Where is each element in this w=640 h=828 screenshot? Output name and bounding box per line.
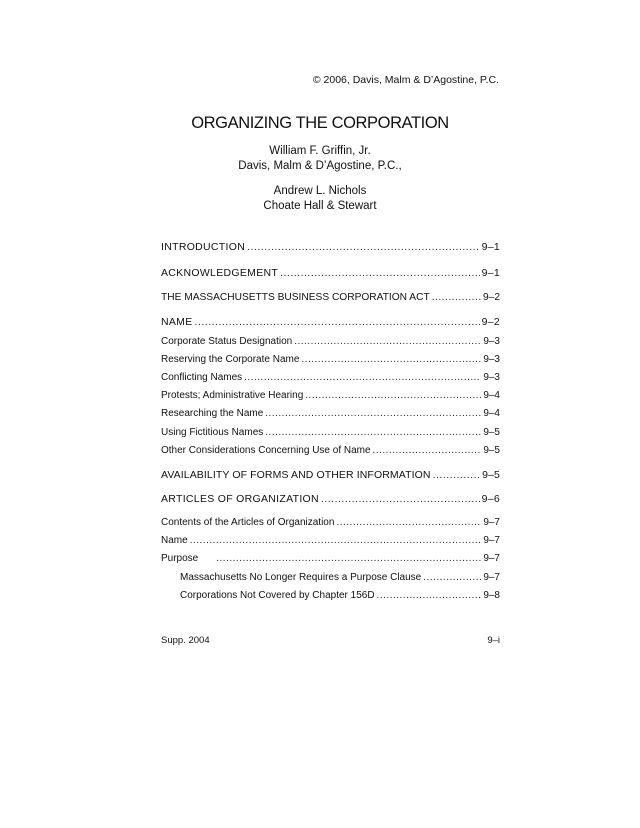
toc-entry-page: 9–1 xyxy=(481,267,500,279)
toc-entry-chapter-156d[interactable] xyxy=(161,589,500,603)
copyright-notice: © 2006, Davis, Malm & D’Agostine, P.C. xyxy=(312,74,499,86)
author-name: William F. Griffin, Jr. xyxy=(269,145,371,157)
toc-entry-contents-of-articles[interactable] xyxy=(161,516,500,530)
toc-entry-title: Massachusetts No Longer Requires a Purpose Clause xyxy=(180,572,422,583)
toc-entry-acknowledgement[interactable] xyxy=(161,266,500,280)
toc-leader-dots xyxy=(377,589,482,603)
toc-entry-title: Contents of the Articles of Organization xyxy=(161,517,335,528)
toc-leader-dots xyxy=(373,444,482,458)
toc-entry-page: 9–3 xyxy=(483,372,500,383)
toc-leader-dots xyxy=(190,534,482,548)
toc-leader-dots xyxy=(244,371,481,385)
toc-entry-purpose[interactable] xyxy=(161,552,500,566)
toc-entry-fictitious-names[interactable] xyxy=(161,426,500,440)
toc-leader-dots xyxy=(294,335,481,349)
toc-entry-title: THE MASSACHUSETTS BUSINESS CORPORATION ACT xyxy=(161,292,430,303)
toc-entry-page: 9–7 xyxy=(483,535,500,546)
toc-leader-dots xyxy=(305,389,481,403)
toc-entry-title: INTRODUCTION xyxy=(161,241,246,253)
toc-entry-page: 9–6 xyxy=(481,493,500,505)
toc-entry-page: 9–2 xyxy=(481,316,500,328)
toc-entry-availability-of-forms[interactable] xyxy=(161,468,500,482)
toc-entry-title: Name xyxy=(161,535,188,546)
author-firm: Choate Hall & Stewart xyxy=(263,200,377,212)
toc-entry-page: 9–4 xyxy=(483,408,500,419)
toc-entry-page: 9–7 xyxy=(483,572,500,583)
toc-entry-other-considerations[interactable] xyxy=(161,444,500,458)
author-name: Andrew L. Nichols xyxy=(273,185,367,197)
toc-entry-title: NAME xyxy=(161,316,193,328)
toc-entry-title: Researching the Name xyxy=(161,408,264,419)
toc-entry-title: Purpose xyxy=(161,553,199,564)
toc-entry-conflicting-names[interactable] xyxy=(161,371,500,385)
toc-entry-page: 9–7 xyxy=(483,553,500,564)
toc-entry-protests[interactable] xyxy=(161,389,500,403)
toc-leader-dots xyxy=(247,240,479,254)
toc-entry-title: Corporations Not Covered by Chapter 156D xyxy=(180,590,375,601)
toc-entry-introduction[interactable] xyxy=(161,240,500,254)
toc-leader-dots xyxy=(265,407,481,421)
toc-entry-title: Using Fictitious Names xyxy=(161,427,264,438)
toc-entry-researching-name[interactable] xyxy=(161,407,500,421)
toc-entry-page: 9–5 xyxy=(483,445,500,456)
toc-entry-title: Other Considerations Concerning Use of Name xyxy=(161,445,371,456)
toc-entry-page: 9–2 xyxy=(483,292,500,303)
toc-entry-title: Reserving the Corporate Name xyxy=(161,354,300,365)
toc-entry-name[interactable] xyxy=(161,315,500,329)
footer-supplement: Supp. 2004 xyxy=(161,635,210,646)
toc-entry-title: AVAILABILITY OF FORMS AND OTHER INFORMATION xyxy=(161,469,431,481)
author-block-2 xyxy=(0,184,640,214)
toc-leader-dots xyxy=(280,266,479,280)
toc-leader-dots xyxy=(265,426,481,440)
toc-entry-articles-of-organization[interactable] xyxy=(161,492,500,506)
toc-leader-dots xyxy=(301,353,481,367)
author-block-1 xyxy=(0,144,640,174)
document-title: ORGANIZING THE CORPORATION xyxy=(191,114,449,132)
footer-page-number: 9–i xyxy=(487,635,500,646)
toc-entry-page: 9–1 xyxy=(481,241,500,253)
toc-entry-title: ARTICLES OF ORGANIZATION xyxy=(161,493,319,505)
toc-leader-dots xyxy=(216,552,481,566)
toc-entry-business-corporation-act[interactable] xyxy=(161,291,500,305)
toc-entry-corporate-status[interactable] xyxy=(161,335,500,349)
toc-leader-dots xyxy=(432,291,481,305)
toc-entry-no-purpose-clause[interactable] xyxy=(161,571,500,585)
toc-entry-name-sub[interactable] xyxy=(161,534,500,548)
toc-entry-page: 9–5 xyxy=(482,469,500,481)
toc-entry-page: 9–3 xyxy=(483,354,500,365)
toc-entry-page: 9–5 xyxy=(483,427,500,438)
toc-entry-title: ACKNOWLEDGEMENT xyxy=(161,267,279,279)
toc-entry-page: 9–8 xyxy=(483,590,500,601)
toc-entry-page: 9–7 xyxy=(483,517,500,528)
toc-leader-dots xyxy=(433,468,481,482)
toc-entry-page: 9–4 xyxy=(483,390,500,401)
toc-leader-dots xyxy=(423,571,481,585)
toc-leader-dots xyxy=(336,516,481,530)
toc-entry-title: Corporate Status Designation xyxy=(161,336,293,347)
toc-entry-reserving-name[interactable] xyxy=(161,353,500,367)
toc-entry-page: 9–3 xyxy=(483,336,500,347)
toc-entry-title: Conflicting Names xyxy=(161,372,243,383)
author-firm: Davis, Malm & D’Agostine, P.C., xyxy=(238,160,402,172)
toc-entry-title: Protests; Administrative Hearing xyxy=(161,390,304,401)
toc-leader-dots xyxy=(321,492,480,506)
toc-leader-dots xyxy=(195,315,480,329)
